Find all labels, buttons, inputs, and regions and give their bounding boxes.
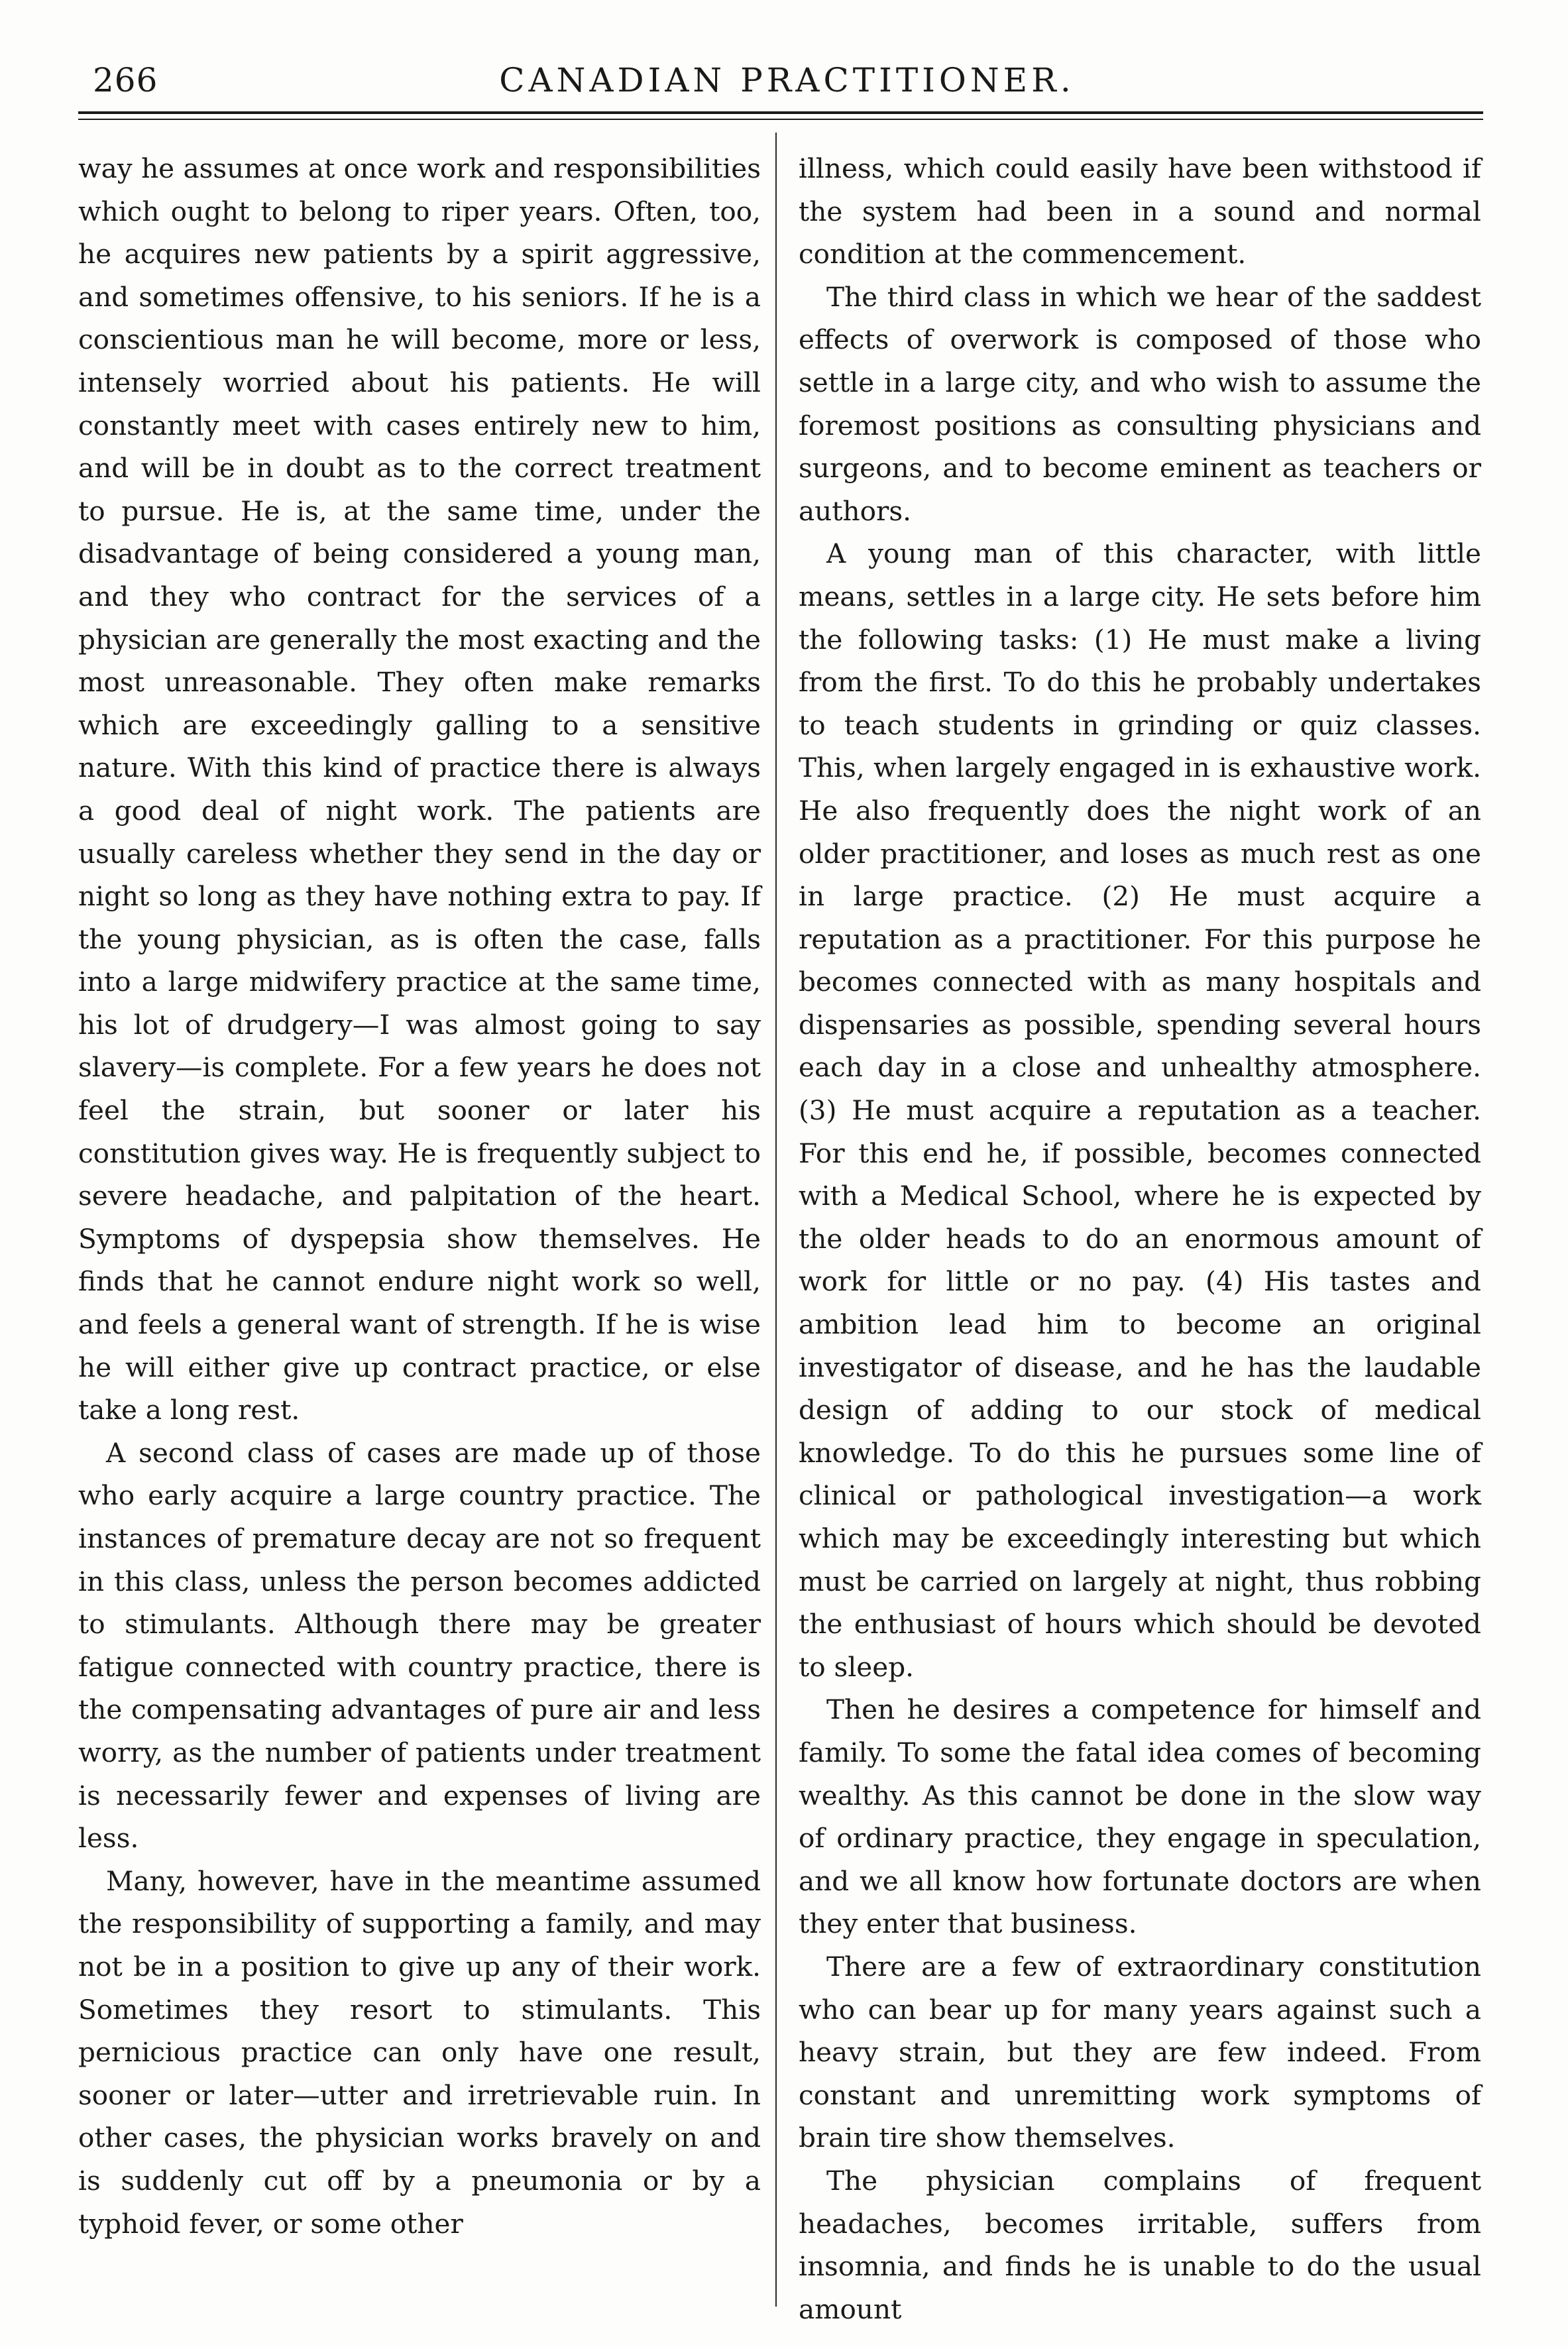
page-number: 266 — [93, 61, 158, 99]
header-rule-thin — [78, 119, 1483, 120]
page-header — [93, 58, 1481, 111]
paragraph: Then he desires a competence for himself and family. To some the fatal idea comes of becoming wealthy. As this cannot be done in the slow way of ordinary practice, they engage in speculation, and we all know how fortunate doctors are when they enter that business. — [799, 1693, 1481, 1940]
paragraph: A second class of cases are made up of those who early acquire a large country practice. The instances of premature decay are not so frequent in this class, unless the person becomes addicted to stimulants. Although there may be greater fatigue connected with country practice, there is the compensating advantages of pure air and less worry, as the number of patients under treatment is necessarily fewer and expenses of living are less. — [78, 1436, 761, 1855]
paragraph: illness, which could easily have been withstood if the system had been in a sound and normal condition at the commencement. — [799, 152, 1481, 270]
paragraph: A young man of this character, with little means, settles in a large city. He sets before him the following tasks: (1) He must make a living from the first. To do this he probably undertakes to teach students in grinding or quiz classes. This, when largely engaged in is exhaustive work. He also frequently does the night work of an older practitioner, and loses as much rest as one in large practice. (2) He must acquire a reputation as a practitioner. For this purpose he becomes connected with as many hospitals and dispensaries as possible, spending several hours each day in a close and unhealthy atmosphere. (3) He must acquire a reputation as a teacher. For this end he, if possible, becomes connected with a Medical School, where he is expected by the older heads to do an enormous amount of work for little or no pay. (4) His tastes and ambition lead him to become an original investigator of disease, and he has the laudable design of adding to our stock of medical knowledge. To do this he pursues some line of clinical or pathological investigation—a work which may be exceedingly interesting but which must be carried on largely at night, thus robbing the enthusiast of hours which should be devoted to sleep. — [799, 538, 1481, 1683]
running-title: CANADIAN PRACTITIONER. — [499, 61, 1075, 99]
paragraph: The third class in which we hear of the saddest effects of overwork is composed of those who settle in a large city, and who wish to assume the foremost positions as consulting physicians and surgeons, and to become eminent as teachers or authors. — [799, 280, 1481, 527]
left-column — [78, 147, 761, 2245]
right-column — [799, 147, 1481, 2330]
paragraph: Many, however, have in the meantime assumed the responsibility of supporting a family, and may not be in a position to give up any of their work. Sometimes they resort to stimulants. This pernicious practice can only have one result, sooner or later—utter and irretrievable ruin. In other cases, the physician works bravely on and is suddenly cut off by a pneumonia or by a typhoid fever, or some other — [78, 1864, 761, 2240]
paragraph: The physician complains of frequent headaches, becomes irritable, suffers from insomnia, and finds he is unable to do the usual amount — [799, 2164, 1481, 2325]
paragraph: way he assumes at once work and responsibilities which ought to belong to riper years. Often, too, he acquires new patients by a spirit aggressive, and sometimes offensive, to his seniors. If he is a conscientious man he will become, more or less, intensely worried about his patients. He will constantly meet with cases entirely new to him, and will be in doubt as to the correct treatment to pursue. He is, at the same time, under the disadvantage of being considered a young man, and they who contract for the services of a physician are generally the most exacting and the most unreasonable. They often make remarks which are exceedingly galling to a sensitive nature. With this kind of practice there is always a good deal of night work. The patients are usually careless whether they send in the day or night so long as they have nothing extra to pay. If the young physician, as is often the case, falls into a large midwifery practice at the same time, his lot of drudgery—I was almost going to say slavery—is complete. For a few years he does not feel the strain, but sooner or later his constitution gives way. He is frequently subject to severe headache, and palpitation of the heart. Symptoms of dyspepsia show themselves. He finds that he cannot endure night work so well, and feels a general want of strength. If he is wise he will either give up contract practice, or else take a long rest. — [78, 152, 761, 1426]
paragraph: There are a few of extraordinary constitution who can bear up for many years against such a heavy strain, but they are few indeed. From constant and unremitting work symptoms of brain tire show themselves. — [799, 1950, 1481, 2154]
column-divider — [775, 133, 777, 2307]
header-rule-thick — [78, 111, 1483, 114]
